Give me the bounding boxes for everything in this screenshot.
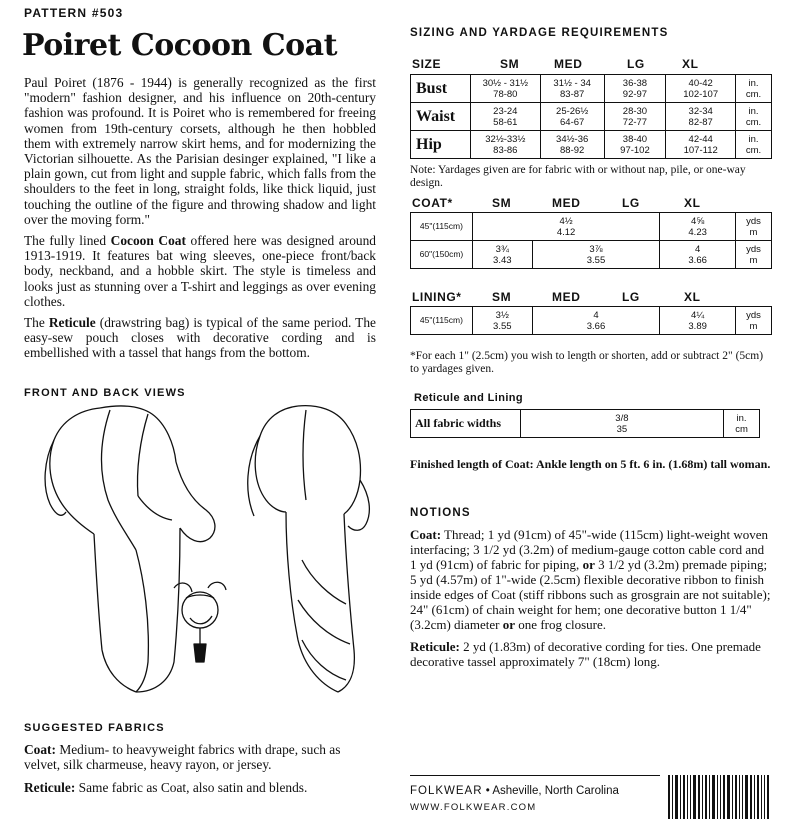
pattern-number: PATTERN #503 bbox=[24, 6, 124, 20]
finished-length: Finished length of Coat: Ankle length on 5 ft. 6 in. (1.68m) tall woman. bbox=[410, 457, 771, 471]
views-heading: FRONT AND BACK VIEWS bbox=[24, 387, 186, 399]
table-row: All fabric widths 3/8 35 in. cm bbox=[411, 410, 760, 438]
coat-paragraph: The fully lined Cocoon Coat offered here was designed around 1913-1919. It features bat wing sleeves, one-piece front/back body, neckband, and a hobble skirt. The style is timeless and looks just as stunning over a T-shirt and leggings as over evening clothes. bbox=[24, 233, 376, 309]
table-row: 45"(115cm) 3½ 3.55 4 3.66 4¼ 3.89 yds m bbox=[411, 307, 772, 335]
sizing-heading: SIZING AND YARDAGE REQUIREMENTS bbox=[410, 27, 669, 39]
notions-heading: NOTIONS bbox=[410, 507, 471, 519]
coat-fabrics: Coat: Medium- to heavyweight fabrics with drape, such as velvet, silk charmeuse, heavy rayon, or jersey. bbox=[24, 742, 341, 773]
table-row: Hip 32½-33½ 83-86 34½-36 88-92 38-40 97-102 42-44 107-112 in. cm. bbox=[411, 131, 772, 159]
footer-url: WWW.FOLKWEAR.COM bbox=[410, 802, 537, 813]
length-footnote: *For each 1" (2.5cm) you wish to length or shorten, add or subtract 2" (5cm) to yardages given. bbox=[410, 350, 764, 375]
back-view-drawing bbox=[248, 406, 370, 692]
size-header-row: SIZE SM MED LG XL bbox=[412, 57, 699, 71]
reticule-fabrics: Reticule: Same fabric as Coat, also satin and blends. bbox=[24, 780, 308, 796]
table-row: Waist 23-24 58-61 25-26½ 64-67 28-30 72-77 32-34 82-87 in. cm. bbox=[411, 103, 772, 131]
reticule-lining-table bbox=[410, 409, 760, 438]
reticule-lining-heading: Reticule and Lining bbox=[414, 392, 524, 404]
suggested-fabrics-heading: SUGGESTED FABRICS bbox=[24, 722, 165, 734]
body-measurements-table bbox=[410, 74, 772, 159]
intro-paragraph: Paul Poiret (1876 - 1944) is generally recognized as the first "modern" fashion designer, and his influence on 20th-century fashion was profound. It is Poiret who is remembered for freeing women from 19th-century corsets, although he then hobbled them with extremely narrow skirt hems, and for modernizing the Victorian silhouette. As the Parisian desinger explained, "I like a plain gown, cut from light and supple fabric, which falls from the shoulders to the feet in long, straight folds, like thick liquid, just touching the outline of the figure and throwing shadow and light over the moving form." bbox=[24, 75, 376, 227]
reticule-notions: Reticule: 2 yd (1.83m) of decorative cording for ties. One premade decorative tassel approximately 7" (18cm) long. bbox=[410, 639, 761, 669]
yardage-note: Note: Yardages given are for fabric with or without nap, pile, or one-way design. bbox=[410, 164, 746, 189]
front-view-drawing bbox=[45, 406, 215, 692]
table-row: Bust 30½ - 31½ 78-80 31½ - 34 83-87 36-38 92-97 40-42 102-107 in. cm. bbox=[411, 75, 772, 103]
coat-notions: Coat: Thread; 1 yd (91cm) of 45"-wide (115cm) light-weight woven interfacing; 3 1/2 yd (3.2m) of medium-gauge cotton cable cord and 1 yd (91cm) of fabric for piping, or 3 1/2 yd (3.2m) premade piping; 5 yd (4.57m) of 1"-wide (2.5cm) flexible decorative ribbon to finish inside edges of Coat (stiff ribbons such as grosgrain are not suitable); 24" (61cm) of chain weight for hem; one decorative button 1 1/4" (3.2cm) diameter or one frog closure. bbox=[410, 527, 771, 632]
coat-illustration bbox=[40, 400, 385, 700]
reticule-drawing bbox=[174, 582, 226, 662]
page-title: Poiret Cocoon Coat bbox=[22, 28, 337, 63]
table-row: 45"(115cm) 4½ 4.12 4⅝ 4.23 yds m bbox=[411, 213, 772, 241]
barcode bbox=[668, 775, 786, 819]
suggested-fabrics-text bbox=[24, 742, 376, 802]
reticule-paragraph: The Reticule (drawstring bag) is typical of the same period. The easy-sew pouch closes with decorative cording and is embellished with a tassel that hangs from the bottom. bbox=[24, 315, 377, 361]
footer-rule bbox=[410, 775, 660, 776]
lining-yardage-table bbox=[410, 306, 772, 335]
intro-text bbox=[24, 75, 376, 367]
coat-yardage-table bbox=[410, 212, 772, 269]
lining-header-row: LINING* SM MED LG XL bbox=[412, 290, 701, 304]
coat-header-row: COAT* SM MED LG XL bbox=[412, 196, 701, 210]
notions-text bbox=[410, 527, 772, 675]
table-row: 60"(150cm) 3¾ 3.43 3⅞ 3.55 4 3.66 yds m bbox=[411, 241, 772, 269]
footer-brand: FOLKWEAR • Asheville, North Carolina bbox=[410, 785, 619, 797]
